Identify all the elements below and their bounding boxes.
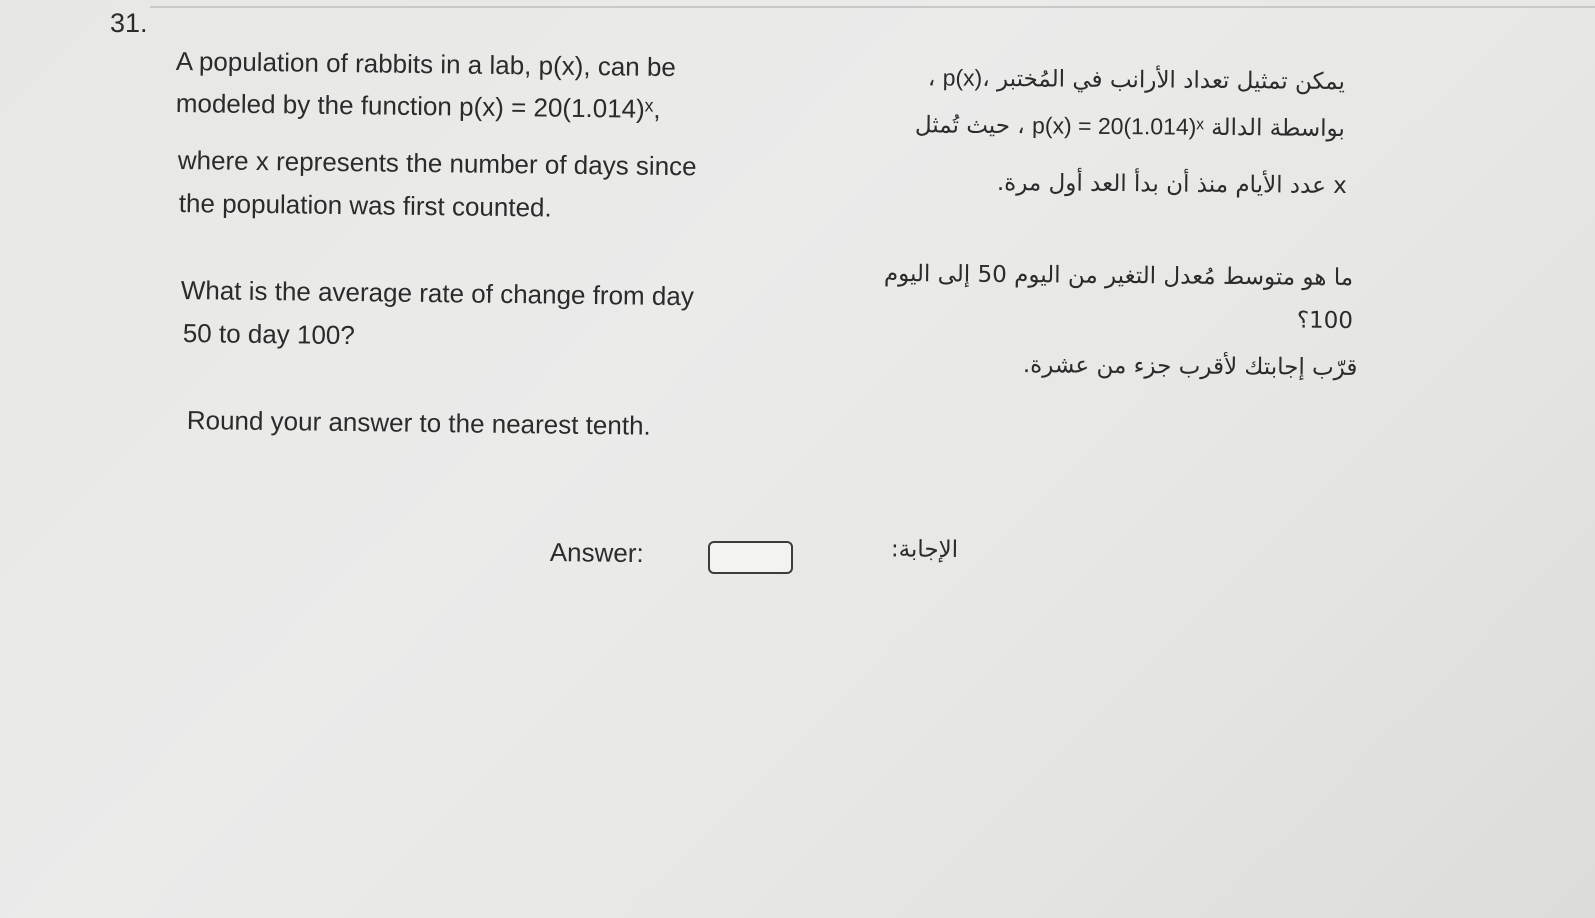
arabic-instruction: قرّب إجابتك لأقرب جزء من عشرة. — [1023, 352, 1358, 381]
arabic-line-2-text: بواسطة الدالة — [1211, 114, 1345, 142]
english-line-4: the population was first counted. — [178, 188, 552, 223]
answer-label-english: Answer: — [549, 537, 644, 569]
answer-input[interactable] — [708, 541, 793, 574]
arabic-question-line-1: ما هو متوسط مُعدل التغير من اليوم 50 إلى اليوم — [883, 260, 1353, 291]
arabic-line-1 — [928, 64, 1345, 96]
question-number: 31. — [110, 8, 148, 38]
arabic-line-2-end: ، حيث تُمثل — [914, 112, 1025, 140]
arabic-line-2 — [915, 111, 1345, 143]
arabic-line-1-text: يمكن تمثيل تعداد الأرانب في المُختبر — [996, 65, 1345, 95]
english-line-1: A population of rabbits in a lab, p(x), can be — [175, 46, 677, 83]
arabic-question-line-2: 100؟ — [1296, 307, 1353, 334]
page-top-divider — [150, 6, 1595, 8]
english-line-3: where x represents the number of days since — [177, 145, 697, 182]
english-question-line-2: 50 to day 100? — [182, 318, 356, 351]
answer-label-arabic: الإجابة: — [890, 536, 958, 563]
arabic-line-2-math: p(x) = 20(1.014)ˣ — [1031, 112, 1205, 140]
arabic-line-1-end: ، — [927, 65, 936, 92]
english-question-line-1: What is the average rate of change from day — [180, 275, 695, 312]
english-instruction: Round your answer to the nearest tenth. — [186, 405, 651, 441]
english-line-2: modeled by the function p(x) = 20(1.014)ˣ, — [175, 88, 661, 124]
arabic-line-1-math: p(x)، — [942, 64, 990, 91]
arabic-line-3: x عدد الأيام منذ أن بدأ العد أول مرة. — [996, 169, 1347, 199]
